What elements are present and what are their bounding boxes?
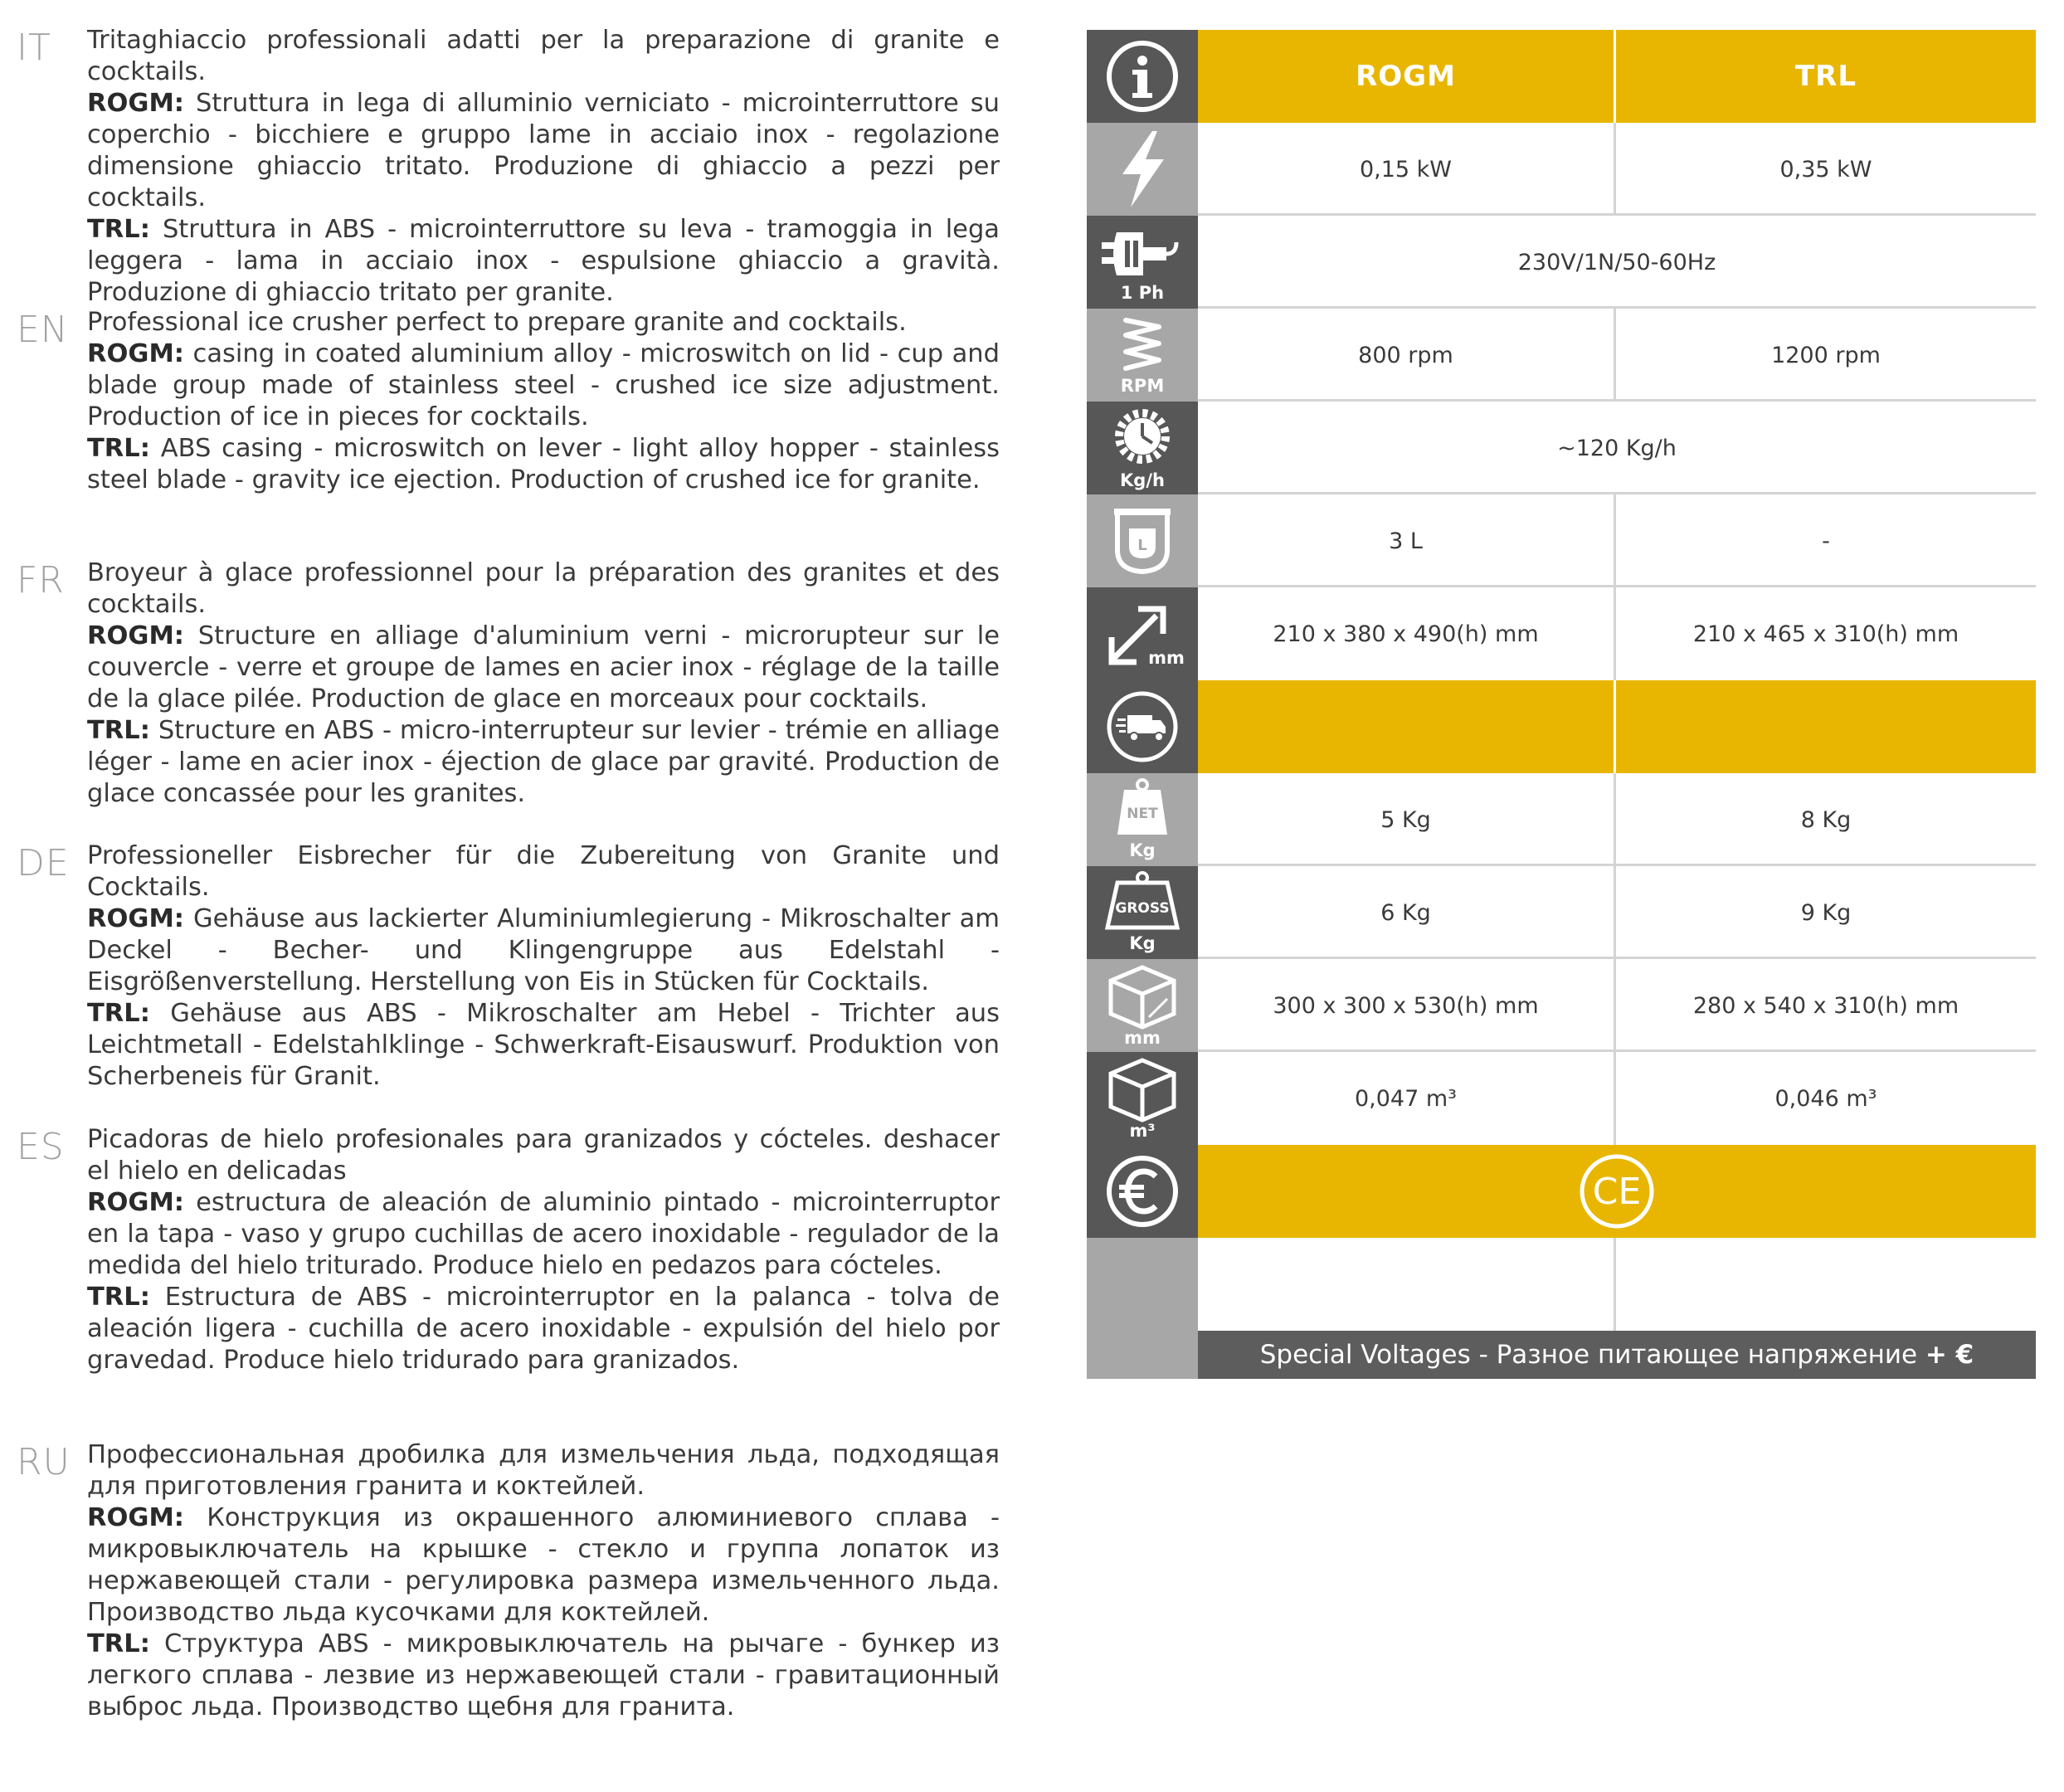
intro-text: Tritaghiaccio professionali adatti per la preparazione di granite e cocktails. [87,26,1000,86]
special-voltages-text: Special Voltages - Разное питающее напряжение [1259,1340,1925,1370]
footer-label-cell [1087,1331,1198,1379]
power-rogm: 0,15 kW [1198,123,1616,216]
box-volume-icon [1087,1052,1198,1145]
price-label-cell [1087,1238,1198,1331]
ce-mark-icon [1577,1152,1657,1231]
description-text [87,840,1000,1093]
description-text [87,1439,1000,1723]
intro-text: Профессиональная дробилка для измельчения льда, подходящая для приготовления гранита и коктейлей. [87,1440,1000,1501]
trl-text: Структура ABS - микровыключатель на рычаге - бункер из легкого сплава - лезвие из нержавеющей стали - гравитационный выброс льда. Производство щебня для гранита. [87,1629,1000,1721]
language-code: RU [17,1441,71,1483]
model-trl-header: TRL [1616,30,2036,123]
packing-dimensions-trl: 280 x 540 x 310(h) mm [1616,959,2036,1052]
net-icon-top-label: NET [1127,806,1158,822]
trl-text: ABS casing - microswitch on lever - light alloy hopper - stainless steel blade - gravity ice ejection. Production of crushed ice for granite. [87,434,1000,494]
gross-icon-label: Kg [1129,933,1156,953]
gear-clock-icon [1087,402,1198,494]
voltage-value: 230V/1N/50-60Hz [1198,216,2036,309]
description-text [87,25,1000,309]
spec-shipping-header [1087,680,2036,773]
container-icon [1087,494,1198,587]
rogm-label: ROGM: [87,339,184,368]
rogm-text: Struttura in lega di alluminio verniciato - microinterruttore su coperchio - bicchiere e gruppo lame in acciaio inox - regolazione dimensione ghiaccio tritato. Produzione di ghiaccio a pezzi per cocktails. [87,89,1000,212]
shipping-trl-band [1616,680,2036,773]
trl-text: Estructura de ABS - microinterruptor en la palanca - tolva de aleación ligera - cuchilla de acero inoxidable - expulsión del hielo por gravedad. Produce hielo tridurado para granizados. [87,1283,1000,1375]
dimensions-trl: 210 x 465 x 310(h) mm [1616,587,2036,680]
trl-label: TRL: [87,716,150,745]
trl-text: Structure en ABS - micro-interrupteur sur levier - trémie en alliage léger - lame en acier inox - éjection de glace par gravité. Production de glace concassée pour les granites. [87,716,1000,808]
dimensions-rogm: 210 x 380 x 490(h) mm [1198,587,1616,680]
spec-header-row [1087,30,2036,123]
intro-text: Professional ice crusher perfect to prepare granite and cocktails. [87,308,907,337]
language-code: ES [17,1126,65,1168]
trl-label: TRL: [87,999,150,1028]
price-rogm [1198,1238,1616,1331]
spec-row-dimensions [1087,587,2036,680]
rpm-trl: 1200 rpm [1616,309,2036,402]
language-code: DE [17,842,70,884]
trl-label: TRL: [87,1629,150,1658]
description-text [87,1124,1000,1376]
spec-price-header [1087,1145,2036,1238]
dimensions-arrow-icon [1087,587,1198,680]
net-weight-trl: 8 Kg [1616,773,2036,866]
rogm-text: estructura de aleación de aluminio pintado - microinterruptor en la tapa - vaso y grupo cuchillas de acero inoxidable - regulador de la medida del hielo triturado. Produce hielo en pedazos para cócteles. [87,1188,1000,1280]
spec-row-capacity [1087,494,2036,587]
delivery-truck-icon [1087,680,1198,773]
volume-trl: 0,046 m³ [1616,1052,2036,1145]
trl-label: TRL: [87,1283,150,1312]
capacity-trl: - [1616,494,2036,587]
spec-row-volume [1087,1052,2036,1145]
rogm-text: Gehäuse aus lackierter Aluminiumlegierung - Mikroschalter am Deckel - Becher- und Klingengruppe aus Edelstahl - Eisgrößenverstellung. Herstellung von Eis in Stücken für Cocktails. [87,904,1000,996]
ce-band [1198,1145,2036,1238]
spec-row-net-weight [1087,773,2036,866]
plug-icon [1087,216,1198,309]
rogm-label: ROGM: [87,621,184,650]
description-text [87,558,1000,810]
rpm-icon-label: RPM [1120,376,1165,396]
special-voltages-note [1198,1331,2036,1379]
rogm-label: ROGM: [87,904,184,933]
description-text [87,307,1000,496]
net-weight-icon [1087,773,1198,866]
volume-rogm: 0,047 m³ [1198,1052,1616,1145]
capacity-icon-label: L [1137,537,1147,554]
ce-mark-text: CE [1592,1171,1642,1213]
gross-weight-icon [1087,866,1198,959]
net-weight-rogm: 5 Kg [1198,773,1616,866]
special-voltages-suffix: + € [1925,1340,1974,1370]
gross-weight-rogm: 6 Kg [1198,866,1616,959]
euro-icon [1087,1145,1198,1238]
net-icon-label: Kg [1129,840,1156,860]
production-value: ~120 Kg/h [1198,402,2036,494]
rogm-text: Structure en alliage d'aluminium verni - microrupteur sur le couvercle - verre et groupe de lames en acier inox - réglage de la taille de la glace pilée. Production de glace en morceaux pour cocktails. [87,621,1000,713]
volume-icon-label: m³ [1129,1121,1156,1141]
dimensions-icon-label: mm [1148,648,1185,668]
spec-row-production [1087,402,2036,494]
spec-row-gross-weight [1087,866,2036,959]
intro-text: Picadoras de hielo profesionales para granizados y cócteles. deshacer el hielo en delicadas [87,1125,1000,1186]
trl-label: TRL: [87,434,150,463]
power-trl: 0,35 kW [1616,123,2036,216]
info-icon [1087,30,1198,123]
rogm-label: ROGM: [87,1188,184,1217]
capacity-rogm: 3 L [1198,494,1616,587]
intro-text: Professioneller Eisbrecher für die Zubereitung von Granite und Cocktails. [87,841,1000,902]
packing-dimensions-rogm: 300 x 300 x 530(h) mm [1198,959,1616,1052]
spec-row-voltage [1087,216,2036,309]
rogm-text: Конструкция из окрашенного алюминиевого сплава - микровыключатель на крышке - стекло и группа лопаток из нержавеющей стали - регулировка размера измельченного льда. Производство льда кусочками для коктейлей. [87,1503,1000,1627]
rogm-text: casing in coated aluminium alloy - microswitch on lid - cup and blade group made of stainless steel - crushed ice size adjustment. Production of ice in pieces for cocktails. [87,339,1000,431]
production-icon-label: Kg/h [1120,470,1165,490]
packing-icon-label: mm [1124,1028,1161,1048]
model-rogm-header: ROGM [1198,30,1616,123]
shipping-rogm-band [1198,680,1616,773]
spring-rpm-icon [1087,309,1198,402]
gross-weight-trl: 9 Kg [1616,866,2036,959]
lightning-icon [1087,123,1198,216]
price-trl [1616,1238,2036,1331]
spec-footer [1087,1331,2036,1379]
trl-text: Struttura in ABS - microinterruttore su leva - tramoggia in lega leggera - lama in acciaio inox - espulsione ghiaccio a gravità. Produzione di ghiaccio tritato per granite. [87,215,1000,307]
trl-text: Gehäuse aus ABS - Mikroschalter am Hebel - Trichter aus Leichtmetall - Edelstahlklinge - Schwerkraft-Eisauswurf. Produktion von Scherbeneis für Granit. [87,999,1000,1091]
rogm-label: ROGM: [87,89,184,118]
intro-text: Broyeur à glace professionnel pour la préparation des granites et des cocktails. [87,558,1000,619]
spec-row-power [1087,123,2036,216]
rogm-label: ROGM: [87,1503,184,1532]
voltage-icon-label: 1 Ph [1120,283,1165,303]
spec-row-packing-dimensions [1087,959,2036,1052]
language-code: FR [17,559,65,601]
language-code: EN [17,309,69,351]
spec-row-price [1087,1238,2036,1331]
language-code: IT [17,27,51,69]
spec-row-rpm [1087,309,2036,402]
gross-icon-top-label: GROSS [1115,900,1170,917]
rpm-rogm: 800 rpm [1198,309,1616,402]
trl-label: TRL: [87,215,150,244]
box-dimensions-icon [1087,959,1198,1052]
